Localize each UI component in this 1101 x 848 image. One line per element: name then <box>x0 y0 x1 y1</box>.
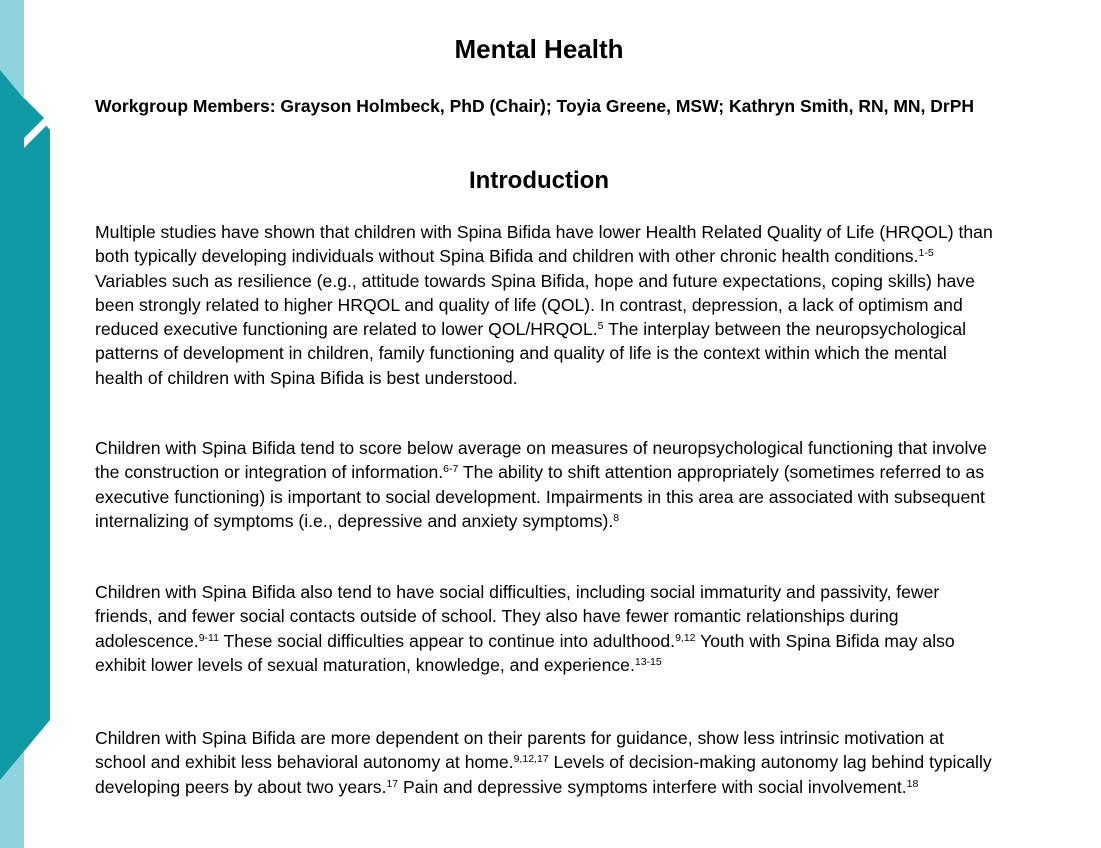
citation-superscript: 17 <box>386 777 399 790</box>
body-paragraph <box>95 220 995 390</box>
citation-superscript: 9,12,17 <box>513 753 549 766</box>
paragraph-text: Youth with Spina Bifida may also exhibit lower levels of sexual maturation, knowledge, and experience. <box>95 630 955 675</box>
paragraph-text: The interplay between the neuropsychological patterns of development in children, family functioning and quality of life is the context within which the mental health of children with Spina Bifida is best understood. <box>95 319 967 388</box>
section-heading: Introduction <box>469 167 609 194</box>
paragraph-text: Levels of decision-making autonomy lag behind typically developing peers by about two years. <box>95 752 992 797</box>
citation-superscript: 9,12 <box>675 631 696 644</box>
paragraph-text: Children with Spina Bifida also tend to have social difficulties, including social immaturity and passivity, fewer friends, and fewer social contacts outside of school. They also have fewer romantic relationships during adolescence. <box>95 582 940 651</box>
body-paragraph <box>95 726 995 799</box>
paragraph-text: Children with Spina Bifida are more dependent on their parents for guidance, show less intrinsic motivation at school and exhibit less behavioral autonomy at home. <box>95 728 944 773</box>
decorative-sidebar <box>0 0 60 848</box>
paragraph-text: Multiple studies have shown that children with Spina Bifida have lower Health Related Quality of Life (HRQOL) than both typically developing individuals without Spina Bifida and children with other chronic health conditions. <box>95 222 993 267</box>
body-paragraph <box>95 580 995 677</box>
paragraph-text: The ability to shift attention appropriately (sometimes referred to as executive functioning) is important to social development. Impairments in this area are associated with subsequent internalizing of symptoms (i.e., depressive and anxiety symptoms). <box>95 462 985 531</box>
sidebar-teal-band <box>0 70 50 780</box>
paragraph-text: Children with Spina Bifida tend to score below average on measures of neuropsychological functioning that involve the construction or integration of information. <box>95 438 987 483</box>
paragraph-text: Pain and depressive symptoms interfere with social involvement. <box>398 776 907 797</box>
citation-superscript: 9-11 <box>198 631 219 644</box>
page-title: Mental Health <box>454 34 624 64</box>
paragraph-text: These social difficulties appear to continue into adulthood. <box>218 630 676 651</box>
citation-superscript: 6-7 <box>443 463 459 476</box>
citation-superscript: 13-15 <box>634 655 662 668</box>
citation-superscript: 8 <box>613 511 620 524</box>
workgroup-members: Workgroup Members: Grayson Holmbeck, PhD (Chair); Toyia Greene, MSW; Kathryn Smith, RN, MN, DrPH <box>95 96 975 116</box>
paragraph-text: Variables such as resilience (e.g., attitude towards Spina Bifida, hope and future expectations, coping skills) have been strongly related to higher HRQOL and quality of life (QOL). In contrast, depression, a lack of optimism and reduced executive functioning are related to lower QOL/HRQOL. <box>95 270 975 340</box>
citation-superscript: 5 <box>597 320 604 333</box>
citation-superscript: 18 <box>906 777 919 790</box>
citation-superscript: 1-5 <box>918 247 934 260</box>
body-paragraph <box>95 436 995 533</box>
